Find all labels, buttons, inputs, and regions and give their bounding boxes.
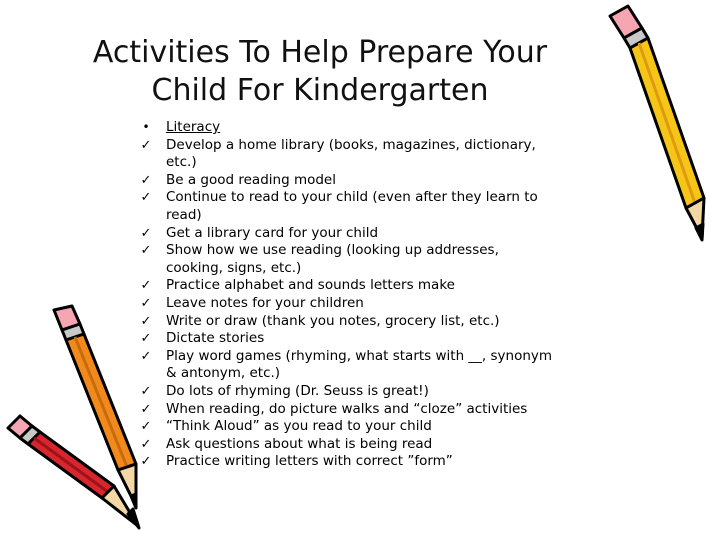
list-item xyxy=(138,418,558,436)
list-item-text: “Think Aloud” as you read to your child xyxy=(166,418,432,435)
list-item xyxy=(138,137,558,172)
checkmark-icon: ✓ xyxy=(140,137,152,153)
list-item xyxy=(138,348,558,383)
list-item xyxy=(138,225,558,243)
list-item xyxy=(138,242,558,277)
list-item xyxy=(138,383,558,401)
list-item xyxy=(138,313,558,331)
page-title xyxy=(40,34,600,110)
checkmark-icon: ✓ xyxy=(140,278,152,294)
list-item xyxy=(138,189,558,224)
checkmark-icon: ✓ xyxy=(140,419,152,435)
list-item xyxy=(138,295,558,313)
checkmark-icon: ✓ xyxy=(140,243,152,259)
list-item-text: Write or draw (thank you notes, grocery list, etc.) xyxy=(166,312,500,329)
checkmark-icon: ✓ xyxy=(140,295,152,311)
pencil-icon xyxy=(590,2,718,252)
list-item-text: Develop a home library (books, magazines, dictionary, etc.) xyxy=(166,136,536,171)
checkmark-icon: ✓ xyxy=(140,313,152,329)
list-item xyxy=(138,172,558,190)
list-item xyxy=(138,277,558,295)
list-heading xyxy=(138,119,558,137)
checkmark-icon: ✓ xyxy=(140,172,152,188)
title-line-2: Child For Kindergarten xyxy=(151,73,489,108)
checkmark-icon: ✓ xyxy=(140,454,152,470)
checkmark-icon: ✓ xyxy=(140,348,152,364)
list-item xyxy=(138,401,558,419)
list-item-text: Practice alphabet and sounds letters make xyxy=(166,277,455,294)
bullet-icon: • xyxy=(142,120,150,134)
list-item xyxy=(138,453,558,471)
list-item xyxy=(138,330,558,348)
list-item-text: Play word games (rhyming, what starts with __, synonym & antonym, etc.) xyxy=(166,347,553,382)
list-item-text: When reading, do picture walks and “cloze” activities xyxy=(166,400,528,417)
list-item-text: Practice writing letters with correct ”form” xyxy=(166,453,453,470)
checkmark-icon: ✓ xyxy=(140,436,152,452)
list-item-text: Leave notes for your children xyxy=(166,294,364,311)
list-item-text: Show how we use reading (looking up addresses, cooking, signs, etc.) xyxy=(166,242,499,276)
list-item xyxy=(138,436,558,454)
checkmark-icon: ✓ xyxy=(140,383,152,399)
list-item-text: Be a good reading model xyxy=(166,171,336,188)
list-item-text: Continue to read to your child (even after they learn to read) xyxy=(166,189,538,223)
list-item-text: Dictate stories xyxy=(166,330,265,347)
title-line-1: Activities To Help Prepare Your xyxy=(92,35,548,70)
checkmark-icon: ✓ xyxy=(140,225,152,241)
list-item-text: Ask questions about what is being read xyxy=(166,435,433,452)
pencils-icon xyxy=(2,300,144,536)
checkmark-icon: ✓ xyxy=(140,190,152,206)
list-item-text: Do lots of rhyming (Dr. Seuss is great!) xyxy=(166,382,429,399)
checkmark-icon: ✓ xyxy=(140,401,152,417)
checkmark-icon: ✓ xyxy=(140,331,152,347)
heading-label: Literacy xyxy=(166,119,221,135)
list-item-text: Get a library card for your child xyxy=(166,224,379,241)
activity-list xyxy=(138,119,558,471)
